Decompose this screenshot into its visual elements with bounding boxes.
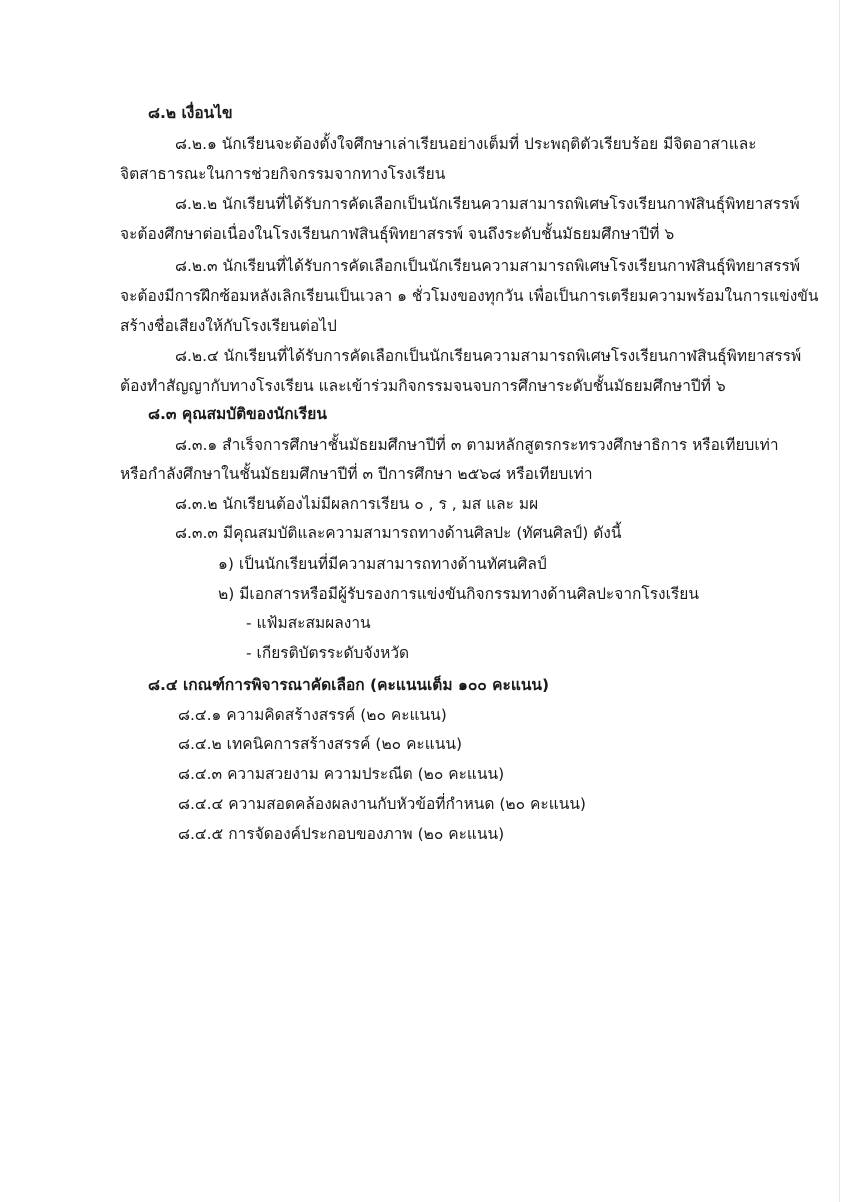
bullet-portfolio: - แฟ้มสะสมผลงาน	[246, 614, 371, 632]
criteria-item-8-4-4: ๘.๔.๔ ความสอดคล้องผลงานกับหัวข้อที่กำหนด (๒๐ คะแนน)	[178, 795, 586, 813]
qualification-8-3-2: ๘.๓.๒ นักเรียนต้องไม่มีผลการเรียน ๐ , ร , มส และ มผ	[175, 495, 539, 513]
section-heading-qualifications: ๘.๓ คุณสมบัติของนักเรียน	[148, 405, 327, 423]
criteria-item-8-4-3: ๘.๔.๓ ความสวยงาม ความประณีต (๒๐ คะแนน)	[178, 765, 505, 783]
condition-8-2-2-line2: จะต้องศึกษาต่อเนื่องในโรงเรียนกาฬสินธุ์พิทยาสรรพ์ จนถึงระดับชั้นมัธยมศึกษาปีที่ ๖	[120, 225, 675, 243]
qualification-8-3-1-line2: หรือกำลังศึกษาในชั้นมัธยมศึกษาปีที่ ๓ ปีการศึกษา ๒๕๖๘ หรือเทียบเท่า	[120, 465, 593, 483]
bullet-certificate: - เกียรติบัตรระดับจังหวัด	[246, 644, 410, 662]
condition-8-2-3-line1: ๘.๒.๓ นักเรียนที่ได้รับการคัดเลือกเป็นนักเรียนความสามารถพิเศษโรงเรียนกาฬสินธุ์พิทยาสรรพ์	[175, 257, 801, 275]
scan-edge-line	[839, 0, 840, 1202]
criteria-item-8-4-2: ๘.๔.๒ เทคนิคการสร้างสรรค์ (๒๐ คะแนน)	[178, 735, 462, 753]
section-heading-criteria: ๘.๔ เกณฑ์การพิจารณาคัดเลือก (คะแนนเต็ม ๑๐๐ คะแนน)	[148, 676, 550, 694]
criteria-item-8-4-1: ๘.๔.๑ ความคิดสร้างสรรค์ (๒๐ คะแนน)	[178, 706, 447, 724]
condition-8-2-3-line3: สร้างชื่อเสียงให้กับโรงเรียนต่อไป	[120, 317, 337, 335]
condition-8-2-1-line1: ๘.๒.๑ นักเรียนจะต้องตั้งใจศึกษาเล่าเรียนอย่างเต็มที่ ประพฤติตัวเรียบร้อย มีจิตอาสาและ	[175, 135, 757, 153]
qualification-sub-item-2: ๒) มีเอกสารหรือมีผู้รับรองการแข่งขันกิจกรรมทางด้านศิลปะจากโรงเรียน	[218, 585, 699, 603]
condition-8-2-4-line2: ต้องทำสัญญากับทางโรงเรียน และเข้าร่วมกิจกรรมจนจบการศึกษาระดับชั้นมัธยมศึกษาปีที่ ๖	[120, 377, 726, 395]
criteria-item-8-4-5: ๘.๔.๕ การจัดองค์ประกอบของภาพ (๒๐ คะแนน)	[178, 825, 505, 843]
condition-8-2-2-line1: ๘.๒.๒ นักเรียนที่ได้รับการคัดเลือกเป็นนักเรียนความสามารถพิเศษโรงเรียนกาฬสินธุ์พิทยาสรรพ์	[175, 195, 800, 213]
condition-8-2-3-line2: จะต้องมีการฝึกซ้อมหลังเลิกเรียนเป็นเวลา ๑ ชั่วโมงของทุกวัน เพื่อเป็นการเตรียมความพร้อมในการแข่งขัน	[120, 287, 819, 305]
qualification-8-3-3: ๘.๓.๓ มีคุณสมบัติและความสามารถทางด้านศิลปะ (ทัศนศิลป์) ดังนี้	[175, 524, 622, 542]
qualification-8-3-1-line1: ๘.๓.๑ สำเร็จการศึกษาชั้นมัธยมศึกษาปีที่ ๓ ตามหลักสูตรกระทรวงศึกษาธิการ หรือเทียบเท่า	[175, 436, 779, 454]
condition-8-2-1-line2: จิตสาธารณะในการช่วยกิจกรรมจากทางโรงเรียน	[120, 165, 446, 183]
qualification-sub-item-1: ๑) เป็นนักเรียนที่มีความสามารถทางด้านทัศนศิลป์	[218, 555, 547, 573]
condition-8-2-4-line1: ๘.๒.๔ นักเรียนที่ได้รับการคัดเลือกเป็นนักเรียนความสามารถพิเศษโรงเรียนกาฬสินธุ์พิทยาสรรพ์	[175, 347, 802, 365]
section-heading-conditions: ๘.๒ เงื่อนไข	[148, 104, 233, 122]
